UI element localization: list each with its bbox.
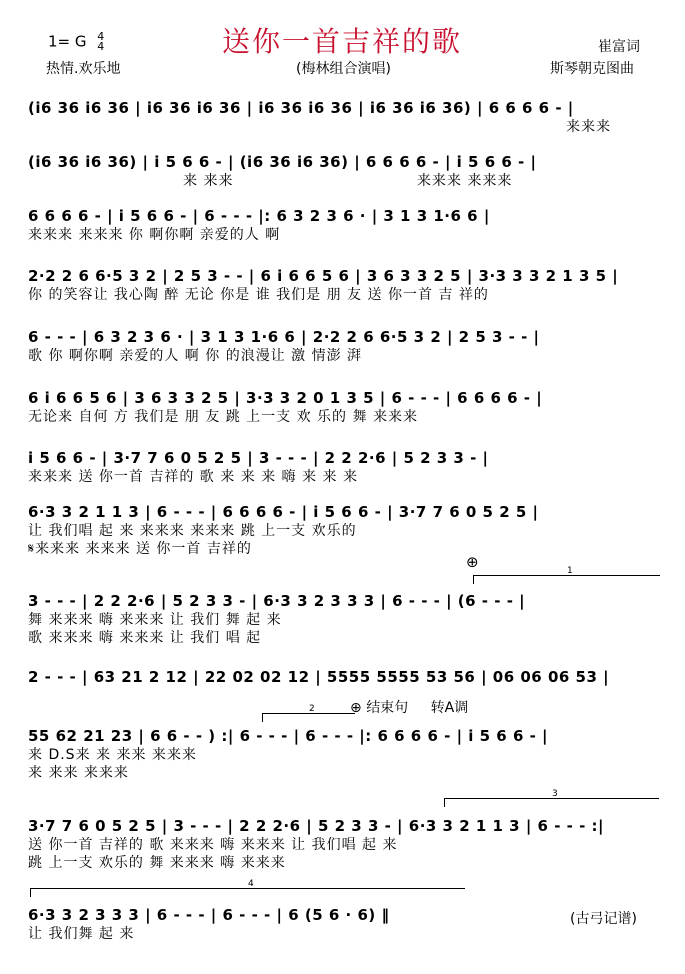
- notation: 6·3 3 2 1 1 3 | 6 - - - | 6 6 6 6 - | i 5 6 6 - | 3·7 7 6 0 5 2 5 |: [28, 503, 539, 521]
- score-line-4: [28, 266, 668, 304]
- notation: 6 i 6 6 5 6 | 3 6 3 3 2 5 | 3·3 3 2 0 1 3 5 | 6 - - - | 6 6 6 6 - |: [28, 389, 543, 407]
- volta-2: 2: [262, 713, 355, 722]
- lyricist: 崔富词: [598, 39, 640, 55]
- score-line-3: [28, 206, 668, 244]
- notation: 2 - - - | 63 21 2 12 | 22 02 02 12 | 5555 5555 53 56 | 06 06 06 53 |: [28, 668, 610, 686]
- time-signature: [97, 32, 104, 52]
- score-line-1: [28, 98, 668, 136]
- score-line-12: [28, 816, 668, 872]
- volta-4: 4: [30, 888, 465, 897]
- lyrics: 来来来 送 你一首 吉祥的 歌 来 来 来 嗨 来 来 来: [28, 469, 358, 485]
- score-line-8: [28, 502, 668, 558]
- notation: 55 62 21 23 | 6 6 - - ) :| 6 - - - | 6 - - - |: 6 6 6 6 - | i 5 6 6 - |: [28, 727, 549, 745]
- key-signature: [48, 32, 104, 52]
- score-line-7: [28, 448, 668, 486]
- notation: (i6 36 i6 36) | i 5 6 6 - | (i6 36 i6 36) | 6 6 6 6 - | i 5 6 6 - |: [28, 153, 537, 171]
- notation: (i6 36 i6 36 | i6 36 i6 36 | i6 36 i6 36 | i6 36 i6 36) | 6 6 6 6 - |: [28, 99, 574, 117]
- lyrics: 让 我们舞 起 来: [28, 926, 135, 942]
- lyrics: 跳 上一支 欢乐的 舞 来来来 嗨 来来来: [28, 855, 286, 871]
- ending-phrase: 结束句: [366, 700, 409, 716]
- notation: 2·2 2 6 6·5 3 2 | 2 5 3 - - | 6 i 6 6 5 6 | 3 6 3 3 2 5 | 3·3 3 3 2 1 3 5 |: [28, 267, 619, 285]
- notation: 6·3 3 2 3 3 3 | 6 - - - | 6 - - - | 6 (5 6 · 6) ‖: [28, 906, 390, 924]
- lyrics: 来来来 来来来 你 啊你啊 亲爱的人 啊: [28, 227, 281, 243]
- notation: 6 6 6 6 - | i 5 6 6 - | 6 - - - |: 6 3 2 3 6 · | 3 1 3 1·6 6 |: [28, 207, 490, 225]
- composer: 斯琴朝克图曲: [550, 61, 634, 77]
- lyric-segment: 来来来 来来来: [416, 173, 513, 189]
- notation: i 5 6 6 - | 3·7 7 6 0 5 2 5 | 3 - - - | 2 2 2·6 | 5 2 3 3 - |: [28, 449, 489, 467]
- score-line-11: [28, 726, 668, 782]
- notation: 6 - - - | 6 3 2 3 6 · | 3 1 3 1·6 6 | 2·2 2 6 6·5 3 2 | 2 5 3 - - |: [28, 328, 540, 346]
- performer: (梅林组合演唱): [296, 61, 391, 77]
- lyrics: [28, 172, 668, 190]
- lyrics: 歌 你 啊你啊 亲爱的人 啊 你 的浪漫让 激 情澎 湃: [28, 348, 363, 364]
- time-top: 4: [97, 30, 105, 43]
- volta-1: 1: [473, 575, 660, 584]
- notation: 3 - - - | 2 2 2·6 | 5 2 3 3 - | 6·3 3 2 3 3 3 | 6 - - - | (6 - - - |: [28, 592, 526, 610]
- score-line-9: [28, 591, 668, 647]
- lyrics: 来来来: [566, 119, 611, 135]
- lyrics: 来 D.S来 来 来来 来来来: [28, 747, 197, 763]
- score-line-5: [28, 327, 668, 365]
- time-bottom: 4: [97, 40, 105, 53]
- volta-3: 3: [444, 798, 659, 807]
- coda-label: [350, 697, 468, 717]
- lyrics: 无论来 自何 方 我们是 朋 友 跳 上一支 欢 乐的 舞 来来来: [28, 409, 418, 425]
- score-line-2: [28, 152, 668, 190]
- lyrics: 舞 来来来 嗨 来来来 让 我们 舞 起 来: [28, 612, 282, 628]
- tempo-marking: 热情.欢乐地: [46, 61, 121, 77]
- lyrics: 歌 来来来 嗨 来来来 让 我们 唱 起: [28, 630, 262, 646]
- modulation: 转A调: [430, 700, 469, 716]
- key-text: 1= G: [48, 32, 87, 51]
- song-title: 送你一首吉祥的歌: [222, 25, 463, 58]
- lyrics: 来 来来 来来来: [28, 765, 129, 781]
- lyrics: 送 你一首 吉祥的 歌 来来来 嗨 来来来 让 我们唱 起 来: [28, 837, 398, 853]
- lyric-segment: 来 来来: [183, 173, 234, 189]
- coda-icon: ⊕: [350, 700, 367, 716]
- coda-sign: ⊕: [466, 553, 479, 571]
- notation: 3·7 7 6 0 5 2 5 | 3 - - - | 2 2 2·6 | 5 2 3 3 - | 6·3 3 2 1 1 3 | 6 - - - :|: [28, 817, 605, 835]
- score-line-6: [28, 388, 668, 426]
- score-line-10: [28, 667, 668, 687]
- transcriber: (古弓记谱): [570, 911, 637, 927]
- lyrics: 让 我们唱 起 来 来来来 来来来 跳 上一支 欢乐的: [28, 523, 357, 539]
- lyrics: 你 的笑容让 我心陶 醉 无论 你是 谁 我们是 朋 友 送 你一首 吉 祥的: [28, 287, 489, 303]
- lyrics: 𝄋来来来 来来来 送 你一首 吉祥的: [28, 541, 252, 557]
